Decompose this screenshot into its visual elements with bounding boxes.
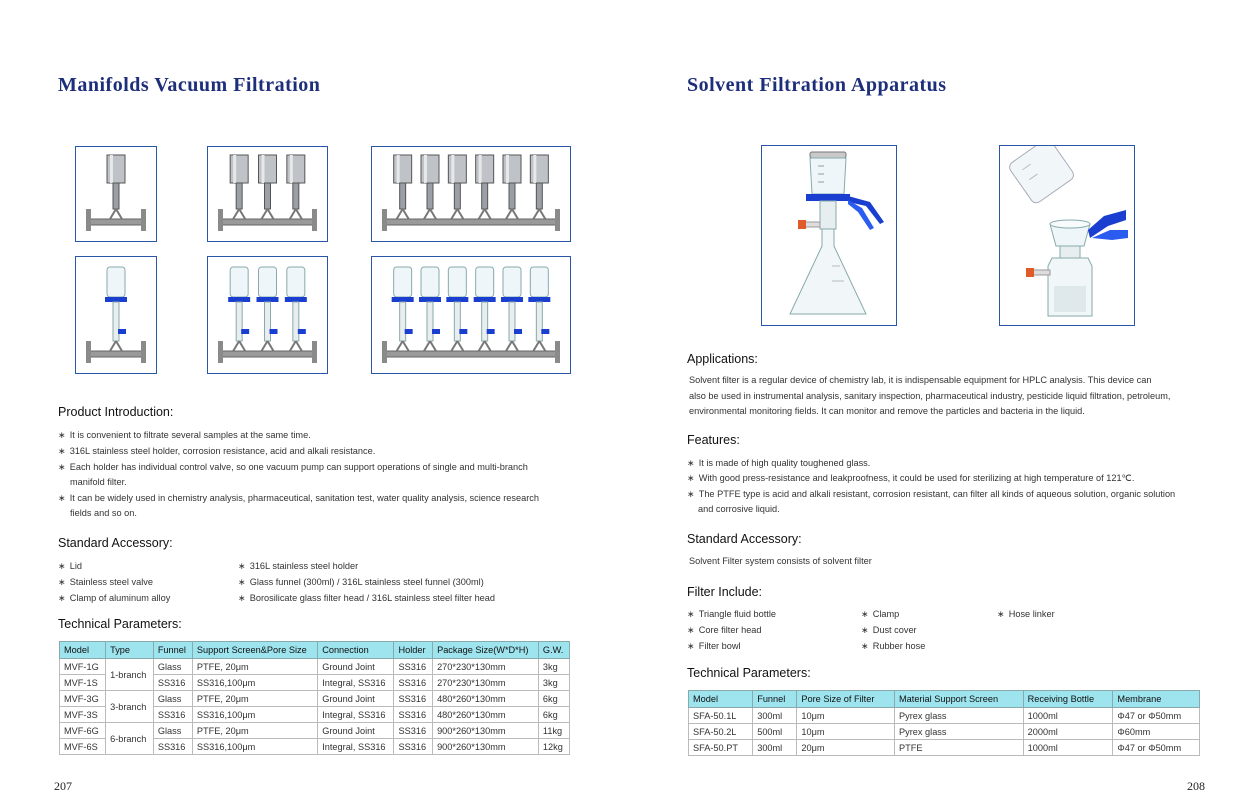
table-cell: 480*260*130mm (433, 707, 539, 723)
applications-heading: Applications: (687, 352, 758, 366)
bullet-icon: ∗ (861, 641, 869, 651)
column-header: Model (60, 642, 106, 659)
column-header: Type (106, 642, 154, 659)
table-cell: SS316,100μm (192, 707, 317, 723)
table-cell: 6kg (538, 691, 569, 707)
standard-accessory-heading: Standard Accessory: (58, 536, 173, 550)
table-header-row (60, 642, 570, 659)
right-page (629, 0, 1258, 800)
table-cell: Pyrex glass (895, 724, 1024, 740)
page-number: 207 (54, 779, 72, 793)
accessory-text: Solvent Filter system consists of solvent filter (689, 556, 872, 566)
table-cell: 11kg (538, 723, 569, 739)
accessory-item: ∗ Stainless steel valve (58, 577, 153, 587)
table-cell: MVF-6S (60, 739, 106, 755)
table-cell: 3kg (538, 659, 569, 675)
filter-item: ∗ Hose linker (997, 609, 1055, 619)
table-cell: Integral, SS316 (318, 707, 394, 723)
table-cell: Glass (153, 691, 192, 707)
page-title: Manifolds Vacuum Filtration (58, 74, 321, 96)
table-row (689, 724, 1200, 740)
accessory-item: ∗ Borosilicate glass filter head / 316L stainless steel filter head (238, 593, 496, 603)
table-cell: MVF-1G (60, 659, 106, 675)
bullet-icon: ∗ (238, 577, 246, 587)
table-cell: PTFE (895, 740, 1024, 756)
filter-item: ∗ Clamp (861, 609, 900, 619)
table-cell: SS316 (394, 675, 433, 691)
table-cell: PTFE, 20μm (192, 691, 317, 707)
table-row (60, 659, 570, 675)
applications-text: environmental monitoring fields. It can monitor and remove the particles and bacteria in the liquid. (689, 406, 1085, 416)
table-cell: PTFE, 20μm (192, 723, 317, 739)
table-cell: 900*260*130mm (433, 739, 539, 755)
bullet-icon: ∗ (687, 473, 695, 483)
filter-item: ∗ Dust cover (861, 625, 917, 635)
column-header: Holder (394, 642, 433, 659)
bullet-icon: ∗ (997, 609, 1005, 619)
technical-parameters-heading: Technical Parameters: (58, 617, 182, 631)
table-cell: 1-branch (106, 659, 154, 691)
intro-bullet: ∗ Each holder has individual control valve, so one vacuum pump can support operations of single and multi-branch (58, 462, 528, 472)
manifold-glass-6-branch-photo (371, 256, 571, 374)
table-cell: MVF-3S (60, 707, 106, 723)
table-cell: 270*230*130mm (433, 659, 539, 675)
manifold-glass-1-branch-photo (75, 256, 157, 374)
applications-text: also be used in instrumental analysis, sanitary inspection, pharmaceutical industry, pesticide liquid filtration, petroleum, (689, 391, 1171, 401)
bullet-icon: ∗ (687, 458, 695, 468)
table-cell: 300ml (753, 740, 797, 756)
filter-item: ∗ Rubber hose (861, 641, 926, 651)
technical-parameters-heading: Technical Parameters: (687, 666, 811, 680)
bullet-icon: ∗ (238, 561, 246, 571)
accessory-item: ∗ Clamp of aluminum alloy (58, 593, 171, 603)
column-header: Support Screen&Pore Size (192, 642, 317, 659)
page-number: 208 (1187, 779, 1205, 793)
intro-bullet-continuation: fields and so on. (70, 508, 137, 518)
table-header-row (689, 691, 1200, 708)
bullet-icon: ∗ (58, 430, 66, 440)
table-cell: 10μm (797, 708, 895, 724)
table-cell: Φ60mm (1113, 724, 1200, 740)
table-cell: Ground Joint (318, 659, 394, 675)
table-cell: SS316 (153, 675, 192, 691)
table-cell: SS316 (394, 723, 433, 739)
feature-item: ∗ It is made of high quality toughened glass. (687, 458, 871, 468)
column-header: Model (689, 691, 753, 708)
bullet-icon: ∗ (687, 641, 695, 651)
table-cell: SS316 (394, 739, 433, 755)
bullet-icon: ∗ (238, 593, 246, 603)
accessory-item: ∗ Lid (58, 561, 82, 571)
intro-bullet: ∗ It can be widely used in chemistry analysis, pharmaceutical, sanitation test, water quality analysis, science research (58, 493, 539, 503)
manifold-glass-3-branch-photo (207, 256, 328, 374)
table-cell: 480*260*130mm (433, 691, 539, 707)
table-cell: Pyrex glass (895, 708, 1024, 724)
bullet-icon: ∗ (58, 561, 66, 571)
standard-accessory-heading: Standard Accessory: (687, 532, 802, 546)
table-cell: SS316 (394, 691, 433, 707)
table-cell: SS316 (394, 659, 433, 675)
table-cell: Glass (153, 659, 192, 675)
solvent-filter-spec-table (688, 690, 1200, 756)
solvent-filter-glass-photo (761, 145, 897, 326)
bullet-icon: ∗ (58, 462, 66, 472)
bullet-icon: ∗ (58, 577, 66, 587)
table-row (60, 691, 570, 707)
column-header: Material Support Screen (895, 691, 1024, 708)
table-cell: MVF-3G (60, 691, 106, 707)
bullet-icon: ∗ (58, 446, 66, 456)
manifold-ss-6-branch-photo (371, 146, 571, 242)
accessory-item: ∗ 316L stainless steel holder (238, 561, 359, 571)
accessory-item: ∗ Glass funnel (300ml) / 316L stainless steel funnel (300ml) (238, 577, 484, 587)
table-cell: 20μm (797, 740, 895, 756)
table-cell: SS316 (153, 739, 192, 755)
table-cell: 1000ml (1023, 740, 1113, 756)
table-row (60, 723, 570, 739)
product-introduction-heading: Product Introduction: (58, 405, 174, 419)
column-header: Connection (318, 642, 394, 659)
feature-item: ∗ With good press-resistance and leakproofness, it could be used for sterilizing at high temperature of 121℃. (687, 473, 1135, 483)
bullet-icon: ∗ (687, 609, 695, 619)
table-cell: Φ47 or Φ50mm (1113, 740, 1200, 756)
feature-item: ∗ The PTFE type is acid and alkali resistant, corrosion resistant, can filter all kinds of aqueous solution, organic solution (687, 489, 1176, 499)
table-cell: 10μm (797, 724, 895, 740)
table-cell: SS316,100μm (192, 739, 317, 755)
table-cell: 3-branch (106, 691, 154, 723)
bullet-icon: ∗ (58, 593, 66, 603)
filter-include-heading: Filter Include: (687, 585, 763, 599)
bullet-icon: ∗ (861, 609, 869, 619)
manifold-ss-1-branch-photo (75, 146, 157, 242)
column-header: Funnel (153, 642, 192, 659)
table-cell: 12kg (538, 739, 569, 755)
bullet-icon: ∗ (687, 625, 695, 635)
table-cell: Φ47 or Φ50mm (1113, 708, 1200, 724)
table-cell: SS316 (394, 707, 433, 723)
column-header: Receiving Bottle (1023, 691, 1113, 708)
table-cell: Ground Joint (318, 723, 394, 739)
column-header: Funnel (753, 691, 797, 708)
table-cell: 3kg (538, 675, 569, 691)
features-heading: Features: (687, 433, 740, 447)
filter-item: ∗ Triangle fluid bottle (687, 609, 776, 619)
table-cell: PTFE, 20μm (192, 659, 317, 675)
column-header: Membrane (1113, 691, 1200, 708)
table-cell: 270*230*130mm (433, 675, 539, 691)
column-header: G.W. (538, 642, 569, 659)
table-cell: 6-branch (106, 723, 154, 755)
table-cell: SFA-50.2L (689, 724, 753, 740)
table-cell: Integral, SS316 (318, 675, 394, 691)
table-cell: SFA-50.1L (689, 708, 753, 724)
intro-bullet-continuation: manifold filter. (70, 477, 127, 487)
table-cell: 6kg (538, 707, 569, 723)
table-cell: 2000ml (1023, 724, 1113, 740)
intro-bullet: ∗ It is convenient to filtrate several samples at the same time. (58, 430, 311, 440)
page-title: Solvent Filtration Apparatus (687, 74, 947, 96)
table-cell: SFA-50.PT (689, 740, 753, 756)
applications-text: Solvent filter is a regular device of chemistry lab, it is indispensable equipment for HPLC analysis. This device can (689, 375, 1152, 385)
table-cell: Integral, SS316 (318, 739, 394, 755)
column-header: Pore Size of Filter (797, 691, 895, 708)
table-cell: MVF-6G (60, 723, 106, 739)
filter-item: ∗ Core filter head (687, 625, 762, 635)
intro-bullet: ∗ 316L stainless steel holder, corrosion resistance, acid and alkali resistance. (58, 446, 376, 456)
solvent-filter-assembly-photo (999, 145, 1135, 326)
table-cell: 900*260*130mm (433, 723, 539, 739)
bullet-icon: ∗ (861, 625, 869, 635)
manifold-ss-3-branch-photo (207, 146, 328, 242)
table-cell: SS316 (153, 707, 192, 723)
table-row (689, 740, 1200, 756)
table-cell: 300ml (753, 708, 797, 724)
manifold-spec-table (59, 641, 570, 755)
bullet-icon: ∗ (687, 489, 695, 499)
table-cell: 1000ml (1023, 708, 1113, 724)
table-cell: Glass (153, 723, 192, 739)
table-cell: Ground Joint (318, 691, 394, 707)
table-cell: SS316,100μm (192, 675, 317, 691)
feature-item-continuation: and corrosive liquid. (698, 504, 780, 514)
table-cell: 500ml (753, 724, 797, 740)
table-row (689, 708, 1200, 724)
column-header: Package Size(W*D*H) (433, 642, 539, 659)
table-cell: MVF-1S (60, 675, 106, 691)
filter-item: ∗ Filter bowl (687, 641, 741, 651)
bullet-icon: ∗ (58, 493, 66, 503)
